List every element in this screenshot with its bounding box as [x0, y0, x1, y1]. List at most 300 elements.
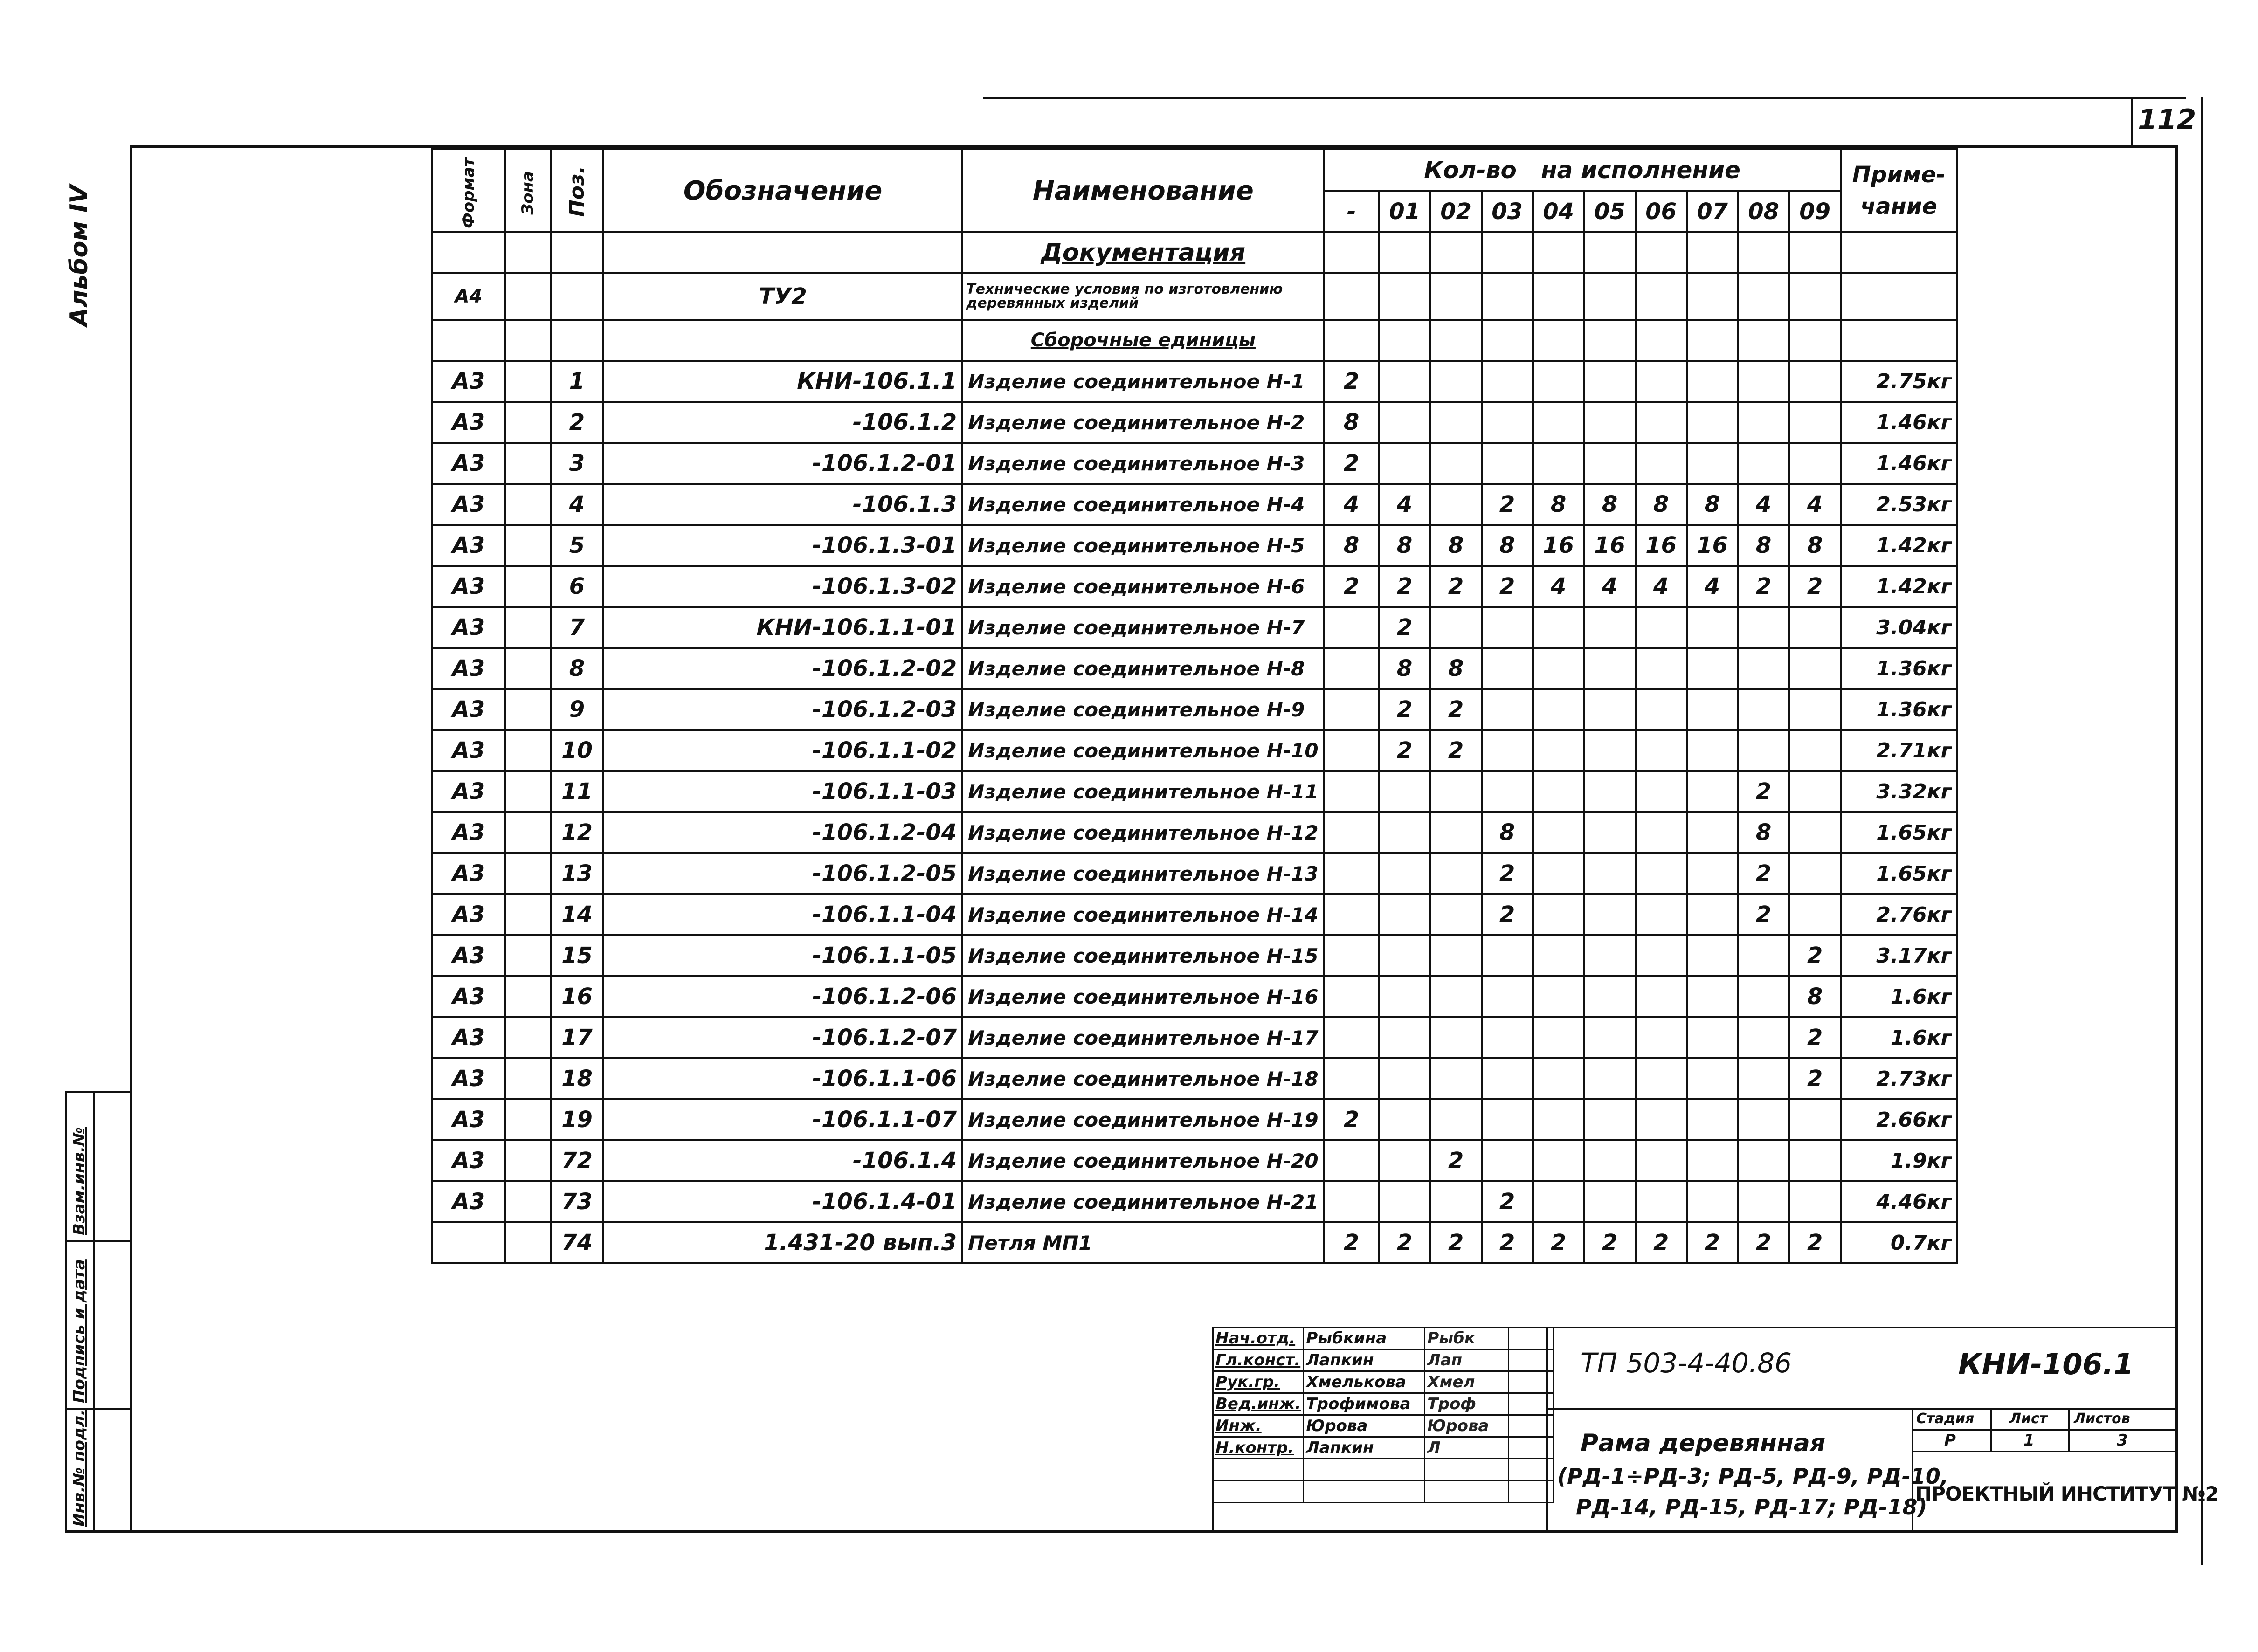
row-note: 0.7кг — [1841, 1222, 1957, 1263]
variant-header-7: 07 — [1687, 191, 1738, 232]
row-qty-6 — [1636, 1058, 1687, 1099]
row-qty-9: 2 — [1789, 935, 1841, 976]
side-stamp-vline-2 — [93, 1091, 95, 1533]
row-qty-5 — [1584, 607, 1636, 648]
row-qty-4 — [1533, 976, 1584, 1017]
title-block-staff — [1212, 1327, 1554, 1503]
row-qty-0: 2 — [1324, 1222, 1379, 1263]
row-qty-4 — [1533, 853, 1584, 894]
row-qty-3 — [1482, 1099, 1533, 1140]
table-row — [432, 361, 1957, 402]
row-qty-5: 2 — [1584, 1222, 1636, 1263]
stage-value: Р — [1944, 1431, 1956, 1450]
row-name: Изделие соединительное Н-2 — [962, 402, 1324, 443]
row-qty-1 — [1379, 976, 1430, 1017]
row-pos: 3 — [551, 443, 603, 484]
row-qty-7 — [1687, 689, 1738, 730]
row-qty-8: 2 — [1738, 853, 1789, 894]
row-qty-8: 8 — [1738, 525, 1789, 566]
row-note: 4.46кг — [1841, 1181, 1957, 1222]
row-qty-7 — [1687, 730, 1738, 771]
frame-right — [2175, 145, 2178, 1533]
staff-row — [1213, 1371, 1554, 1393]
row-note: 3.32кг — [1841, 771, 1957, 812]
row-qty-4 — [1533, 648, 1584, 689]
row-pos: 15 — [551, 935, 603, 976]
row-designation: -106.1.2 — [603, 402, 962, 443]
row-zone — [505, 1017, 551, 1058]
row-qty-6 — [1636, 361, 1687, 402]
row-qty-9 — [1789, 402, 1841, 443]
row-zone — [505, 566, 551, 607]
row-qty-6 — [1636, 894, 1687, 935]
row-qty-2: 2 — [1430, 566, 1482, 607]
section-documentation: Документация — [962, 232, 1324, 273]
row-designation: -106.1.2-03 — [603, 689, 962, 730]
row-format: А3 — [432, 1058, 505, 1099]
row-qty-7 — [1687, 607, 1738, 648]
table-row — [432, 1099, 1957, 1140]
row-qty-0 — [1324, 894, 1379, 935]
sheets-label: Листов — [2074, 1411, 2130, 1427]
row-format: А3 — [432, 402, 505, 443]
row-note: 1.42кг — [1841, 525, 1957, 566]
row-name: Изделие соединительное Н-13 — [962, 853, 1324, 894]
doc-row — [432, 273, 1957, 320]
side-stamp-hline-2 — [65, 1240, 132, 1242]
row-qty-5 — [1584, 894, 1636, 935]
row-qty-5 — [1584, 648, 1636, 689]
row-qty-7 — [1687, 853, 1738, 894]
row-designation: -106.1.4-01 — [603, 1181, 962, 1222]
row-qty-7 — [1687, 361, 1738, 402]
row-note: 1.6кг — [1841, 1017, 1957, 1058]
staff-signature: Лап — [1425, 1349, 1509, 1371]
row-qty-3: 2 — [1482, 484, 1533, 525]
row-pos: 12 — [551, 812, 603, 853]
row-qty-1: 8 — [1379, 525, 1430, 566]
row-qty-0: 2 — [1324, 361, 1379, 402]
row-qty-9 — [1789, 648, 1841, 689]
row-pos: 4 — [551, 484, 603, 525]
row-name: Изделие соединительное Н-19 — [962, 1099, 1324, 1140]
staff-name: Хмелькова — [1304, 1371, 1425, 1393]
staff-row — [1213, 1328, 1554, 1349]
row-qty-7 — [1687, 402, 1738, 443]
table-row — [432, 853, 1957, 894]
row-qty-5 — [1584, 812, 1636, 853]
doc-name: Технические условия по изготовлению деревянных изделий — [962, 273, 1324, 320]
row-name: Изделие соединительное Н-8 — [962, 648, 1324, 689]
row-qty-1 — [1379, 771, 1430, 812]
row-format: А3 — [432, 1099, 505, 1140]
row-qty-6 — [1636, 730, 1687, 771]
row-qty-8 — [1738, 361, 1789, 402]
row-name: Изделие соединительное Н-10 — [962, 730, 1324, 771]
row-qty-6 — [1636, 402, 1687, 443]
staff-row — [1213, 1437, 1554, 1459]
row-qty-1: 4 — [1379, 484, 1430, 525]
row-qty-9 — [1789, 1181, 1841, 1222]
row-note: 3.04кг — [1841, 607, 1957, 648]
row-qty-3: 8 — [1482, 812, 1533, 853]
staff-date — [1509, 1328, 1554, 1349]
table-row — [432, 894, 1957, 935]
row-qty-7: 16 — [1687, 525, 1738, 566]
row-designation: -106.1.1-02 — [603, 730, 962, 771]
row-qty-8 — [1738, 1140, 1789, 1181]
header-qty-title: Кол-во на исполнение — [1324, 149, 1841, 191]
row-qty-3: 2 — [1482, 1181, 1533, 1222]
staff-name: Юрова — [1304, 1415, 1425, 1437]
row-qty-3 — [1482, 1058, 1533, 1099]
sheets-value: 3 — [2117, 1431, 2128, 1450]
row-format: А3 — [432, 771, 505, 812]
row-qty-6 — [1636, 812, 1687, 853]
row-qty-4 — [1533, 689, 1584, 730]
staff-row-empty — [1213, 1481, 1554, 1503]
row-qty-2: 8 — [1430, 525, 1482, 566]
staff-role: Н.контр. — [1213, 1437, 1304, 1459]
header-pos: Поз. — [551, 149, 603, 232]
staff-date — [1509, 1415, 1554, 1437]
row-qty-7 — [1687, 1140, 1738, 1181]
sheet-value: 1 — [2023, 1431, 2035, 1450]
section-documentation-row — [432, 232, 1957, 273]
row-pos: 19 — [551, 1099, 603, 1140]
row-qty-4 — [1533, 1140, 1584, 1181]
variant-header-2: 02 — [1430, 191, 1482, 232]
row-qty-8: 4 — [1738, 484, 1789, 525]
row-qty-4 — [1533, 730, 1584, 771]
row-qty-8 — [1738, 443, 1789, 484]
row-qty-1: 2 — [1379, 607, 1430, 648]
variant-header-6: 06 — [1636, 191, 1687, 232]
row-zone — [505, 1181, 551, 1222]
staff-date — [1509, 1437, 1554, 1459]
row-qty-4 — [1533, 812, 1584, 853]
header-note: Приме-чание — [1841, 149, 1957, 232]
row-designation: -106.1.3 — [603, 484, 962, 525]
row-qty-2 — [1430, 935, 1482, 976]
row-qty-0 — [1324, 1058, 1379, 1099]
variant-header-5: 05 — [1584, 191, 1636, 232]
row-qty-0: 4 — [1324, 484, 1379, 525]
row-qty-2 — [1430, 402, 1482, 443]
row-qty-7 — [1687, 443, 1738, 484]
row-designation: КНИ-106.1.1-01 — [603, 607, 962, 648]
row-qty-8 — [1738, 976, 1789, 1017]
row-qty-0: 2 — [1324, 1099, 1379, 1140]
row-zone — [505, 1140, 551, 1181]
row-qty-7: 2 — [1687, 1222, 1738, 1263]
table-row — [432, 648, 1957, 689]
row-designation: КНИ-106.1.1 — [603, 361, 962, 402]
row-zone — [505, 402, 551, 443]
row-qty-0 — [1324, 935, 1379, 976]
row-qty-9: 8 — [1789, 525, 1841, 566]
row-qty-8: 2 — [1738, 566, 1789, 607]
stamp-inv-orig: Инв.№ подл. — [70, 1409, 89, 1527]
variant-header-1: 01 — [1379, 191, 1430, 232]
doc-format: А4 — [432, 273, 505, 320]
table-row — [432, 443, 1957, 484]
row-qty-2 — [1430, 853, 1482, 894]
row-qty-4 — [1533, 894, 1584, 935]
row-qty-1: 2 — [1379, 730, 1430, 771]
row-designation: -106.1.2-07 — [603, 1017, 962, 1058]
row-designation: -106.1.1-07 — [603, 1099, 962, 1140]
table-row — [432, 689, 1957, 730]
variant-header-4: 04 — [1533, 191, 1584, 232]
row-qty-1 — [1379, 1181, 1430, 1222]
row-qty-5 — [1584, 402, 1636, 443]
project-code: ТП 503-4-40.86 — [1581, 1347, 1792, 1379]
row-qty-3 — [1482, 361, 1533, 402]
table-row — [432, 935, 1957, 976]
row-name: Изделие соединительное Н-5 — [962, 525, 1324, 566]
row-pos: 2 — [551, 402, 603, 443]
staff-date — [1509, 1393, 1554, 1415]
row-qty-8: 8 — [1738, 812, 1789, 853]
row-qty-1 — [1379, 1140, 1430, 1181]
row-qty-7 — [1687, 1099, 1738, 1140]
staff-name: Лапкин — [1304, 1437, 1425, 1459]
row-note: 1.6кг — [1841, 976, 1957, 1017]
row-qty-4: 2 — [1533, 1222, 1584, 1263]
row-zone — [505, 689, 551, 730]
row-qty-8 — [1738, 648, 1789, 689]
row-pos: 5 — [551, 525, 603, 566]
row-note: 1.9кг — [1841, 1140, 1957, 1181]
row-qty-5: 8 — [1584, 484, 1636, 525]
row-note: 1.36кг — [1841, 648, 1957, 689]
staff-signature: Хмел — [1425, 1371, 1509, 1393]
row-qty-2: 2 — [1430, 1222, 1482, 1263]
row-designation: -106.1.2-06 — [603, 976, 962, 1017]
row-qty-4: 8 — [1533, 484, 1584, 525]
row-qty-9 — [1789, 853, 1841, 894]
row-qty-3 — [1482, 648, 1533, 689]
row-qty-9 — [1789, 894, 1841, 935]
table-row — [432, 1058, 1957, 1099]
row-name: Изделие соединительное Н-9 — [962, 689, 1324, 730]
row-note: 1.65кг — [1841, 853, 1957, 894]
row-qty-3: 2 — [1482, 853, 1533, 894]
title-line-2: (РД-1÷РД-3; РД-5, РД-9, РД-10, — [1557, 1464, 1949, 1489]
row-format: А3 — [432, 1140, 505, 1181]
row-qty-2 — [1430, 976, 1482, 1017]
row-qty-3 — [1482, 730, 1533, 771]
row-qty-9: 2 — [1789, 1222, 1841, 1263]
row-qty-9 — [1789, 443, 1841, 484]
row-zone — [505, 525, 551, 566]
row-qty-1: 8 — [1379, 648, 1430, 689]
sheet-number-box-left — [2131, 97, 2133, 145]
row-qty-2 — [1430, 1181, 1482, 1222]
row-qty-2 — [1430, 1099, 1482, 1140]
staff-row — [1213, 1415, 1554, 1437]
header-designation: Обозначение — [603, 149, 962, 232]
row-qty-5 — [1584, 853, 1636, 894]
row-qty-2 — [1430, 812, 1482, 853]
row-qty-6 — [1636, 1140, 1687, 1181]
row-qty-4: 4 — [1533, 566, 1584, 607]
section-assemblies-row — [432, 320, 1957, 361]
row-qty-8 — [1738, 402, 1789, 443]
title-line-3: РД-14, РД-15, РД-17; РД-18) — [1576, 1494, 1927, 1520]
staff-signature: Л — [1425, 1437, 1509, 1459]
title-line-1: Рама деревянная — [1581, 1429, 1826, 1457]
row-qty-9: 2 — [1789, 566, 1841, 607]
row-qty-9 — [1789, 607, 1841, 648]
row-qty-3 — [1482, 976, 1533, 1017]
row-qty-3: 2 — [1482, 566, 1533, 607]
row-format: А3 — [432, 525, 505, 566]
row-qty-7 — [1687, 648, 1738, 689]
row-format: А3 — [432, 484, 505, 525]
row-qty-2 — [1430, 607, 1482, 648]
row-qty-3 — [1482, 771, 1533, 812]
row-pos: 9 — [551, 689, 603, 730]
row-qty-8 — [1738, 689, 1789, 730]
row-format: А3 — [432, 730, 505, 771]
row-format: А3 — [432, 935, 505, 976]
row-qty-5: 16 — [1584, 525, 1636, 566]
row-zone — [505, 853, 551, 894]
row-qty-0 — [1324, 607, 1379, 648]
row-qty-0: 2 — [1324, 566, 1379, 607]
row-format — [432, 1222, 505, 1263]
header-zone: Зона — [505, 149, 551, 232]
row-qty-0 — [1324, 648, 1379, 689]
row-pos: 8 — [551, 648, 603, 689]
row-qty-5 — [1584, 1017, 1636, 1058]
row-name: Изделие соединительное Н-20 — [962, 1140, 1324, 1181]
stamp-replace-inv: Взам.инв.№ — [70, 1127, 89, 1235]
staff-role: Инж. — [1213, 1415, 1304, 1437]
row-qty-4 — [1533, 607, 1584, 648]
row-designation: -106.1.2-05 — [603, 853, 962, 894]
row-qty-7: 8 — [1687, 484, 1738, 525]
row-qty-4 — [1533, 1181, 1584, 1222]
row-name: Изделие соединительное Н-18 — [962, 1058, 1324, 1099]
row-qty-4 — [1533, 935, 1584, 976]
row-format: А3 — [432, 894, 505, 935]
row-pos: 11 — [551, 771, 603, 812]
row-format: А3 — [432, 361, 505, 402]
row-note: 3.17кг — [1841, 935, 1957, 976]
row-qty-4 — [1533, 771, 1584, 812]
row-qty-7 — [1687, 976, 1738, 1017]
row-qty-6: 16 — [1636, 525, 1687, 566]
row-designation: -106.1.1-06 — [603, 1058, 962, 1099]
row-qty-5 — [1584, 771, 1636, 812]
row-qty-6 — [1636, 607, 1687, 648]
organization: ПРОЕКТНЫЙ ИНСТИТУТ №2 — [1915, 1482, 2218, 1505]
row-qty-6 — [1636, 443, 1687, 484]
staff-empty-cell — [1425, 1481, 1509, 1503]
row-qty-1 — [1379, 402, 1430, 443]
row-qty-0 — [1324, 1140, 1379, 1181]
row-designation: -106.1.2-02 — [603, 648, 962, 689]
row-qty-2 — [1430, 484, 1482, 525]
staff-empty-cell — [1213, 1459, 1304, 1481]
row-qty-8: 2 — [1738, 1222, 1789, 1263]
row-qty-1 — [1379, 853, 1430, 894]
row-zone — [505, 1222, 551, 1263]
row-qty-7 — [1687, 771, 1738, 812]
row-qty-0 — [1324, 976, 1379, 1017]
row-zone — [505, 730, 551, 771]
row-format: А3 — [432, 607, 505, 648]
row-qty-2: 8 — [1430, 648, 1482, 689]
row-zone — [505, 812, 551, 853]
row-qty-5 — [1584, 935, 1636, 976]
row-zone — [505, 443, 551, 484]
row-qty-0: 8 — [1324, 525, 1379, 566]
row-qty-4 — [1533, 1017, 1584, 1058]
row-qty-2 — [1430, 1058, 1482, 1099]
row-pos: 73 — [551, 1181, 603, 1222]
staff-empty-cell — [1509, 1459, 1554, 1481]
staff-signature: Юрова — [1425, 1415, 1509, 1437]
row-name: Изделие соединительное Н-15 — [962, 935, 1324, 976]
row-qty-1 — [1379, 1017, 1430, 1058]
row-qty-4: 16 — [1533, 525, 1584, 566]
row-designation: 1.431-20 вып.3 — [603, 1222, 962, 1263]
row-name: Изделие соединительное Н-14 — [962, 894, 1324, 935]
row-qty-5 — [1584, 1099, 1636, 1140]
row-name: Изделие соединительное Н-7 — [962, 607, 1324, 648]
staff-date — [1509, 1349, 1554, 1371]
doc-code: КНИ-106.1 — [1958, 1347, 2134, 1381]
row-name: Петля МП1 — [962, 1222, 1324, 1263]
staff-role: Вед.инж. — [1213, 1393, 1304, 1415]
table-row — [432, 812, 1957, 853]
row-qty-6 — [1636, 853, 1687, 894]
header-format: Формат — [432, 149, 505, 232]
row-qty-0 — [1324, 771, 1379, 812]
tb-div-stage1 — [1990, 1408, 1992, 1451]
staff-empty-cell — [1213, 1481, 1304, 1503]
row-name: Изделие соединительное Н-12 — [962, 812, 1324, 853]
row-name: Изделие соединительное Н-3 — [962, 443, 1324, 484]
row-qty-5 — [1584, 1058, 1636, 1099]
row-qty-3 — [1482, 689, 1533, 730]
row-qty-0: 2 — [1324, 443, 1379, 484]
table-row — [432, 525, 1957, 566]
stage-label: Стадия — [1916, 1411, 1975, 1427]
row-qty-1 — [1379, 1099, 1430, 1140]
staff-signature: Троф — [1425, 1393, 1509, 1415]
frame-bottom — [65, 1530, 2178, 1533]
row-qty-3 — [1482, 1140, 1533, 1181]
row-name: Изделие соединительное Н-17 — [962, 1017, 1324, 1058]
frame-left — [130, 145, 132, 1533]
staff-date — [1509, 1371, 1554, 1393]
row-qty-5 — [1584, 976, 1636, 1017]
row-qty-3: 8 — [1482, 525, 1533, 566]
row-note: 2.73кг — [1841, 1058, 1957, 1099]
row-qty-2: 2 — [1430, 730, 1482, 771]
row-format: А3 — [432, 812, 505, 853]
row-qty-8 — [1738, 1017, 1789, 1058]
staff-row — [1213, 1393, 1554, 1415]
row-qty-4 — [1533, 1099, 1584, 1140]
row-note: 1.36кг — [1841, 689, 1957, 730]
row-format: А3 — [432, 689, 505, 730]
